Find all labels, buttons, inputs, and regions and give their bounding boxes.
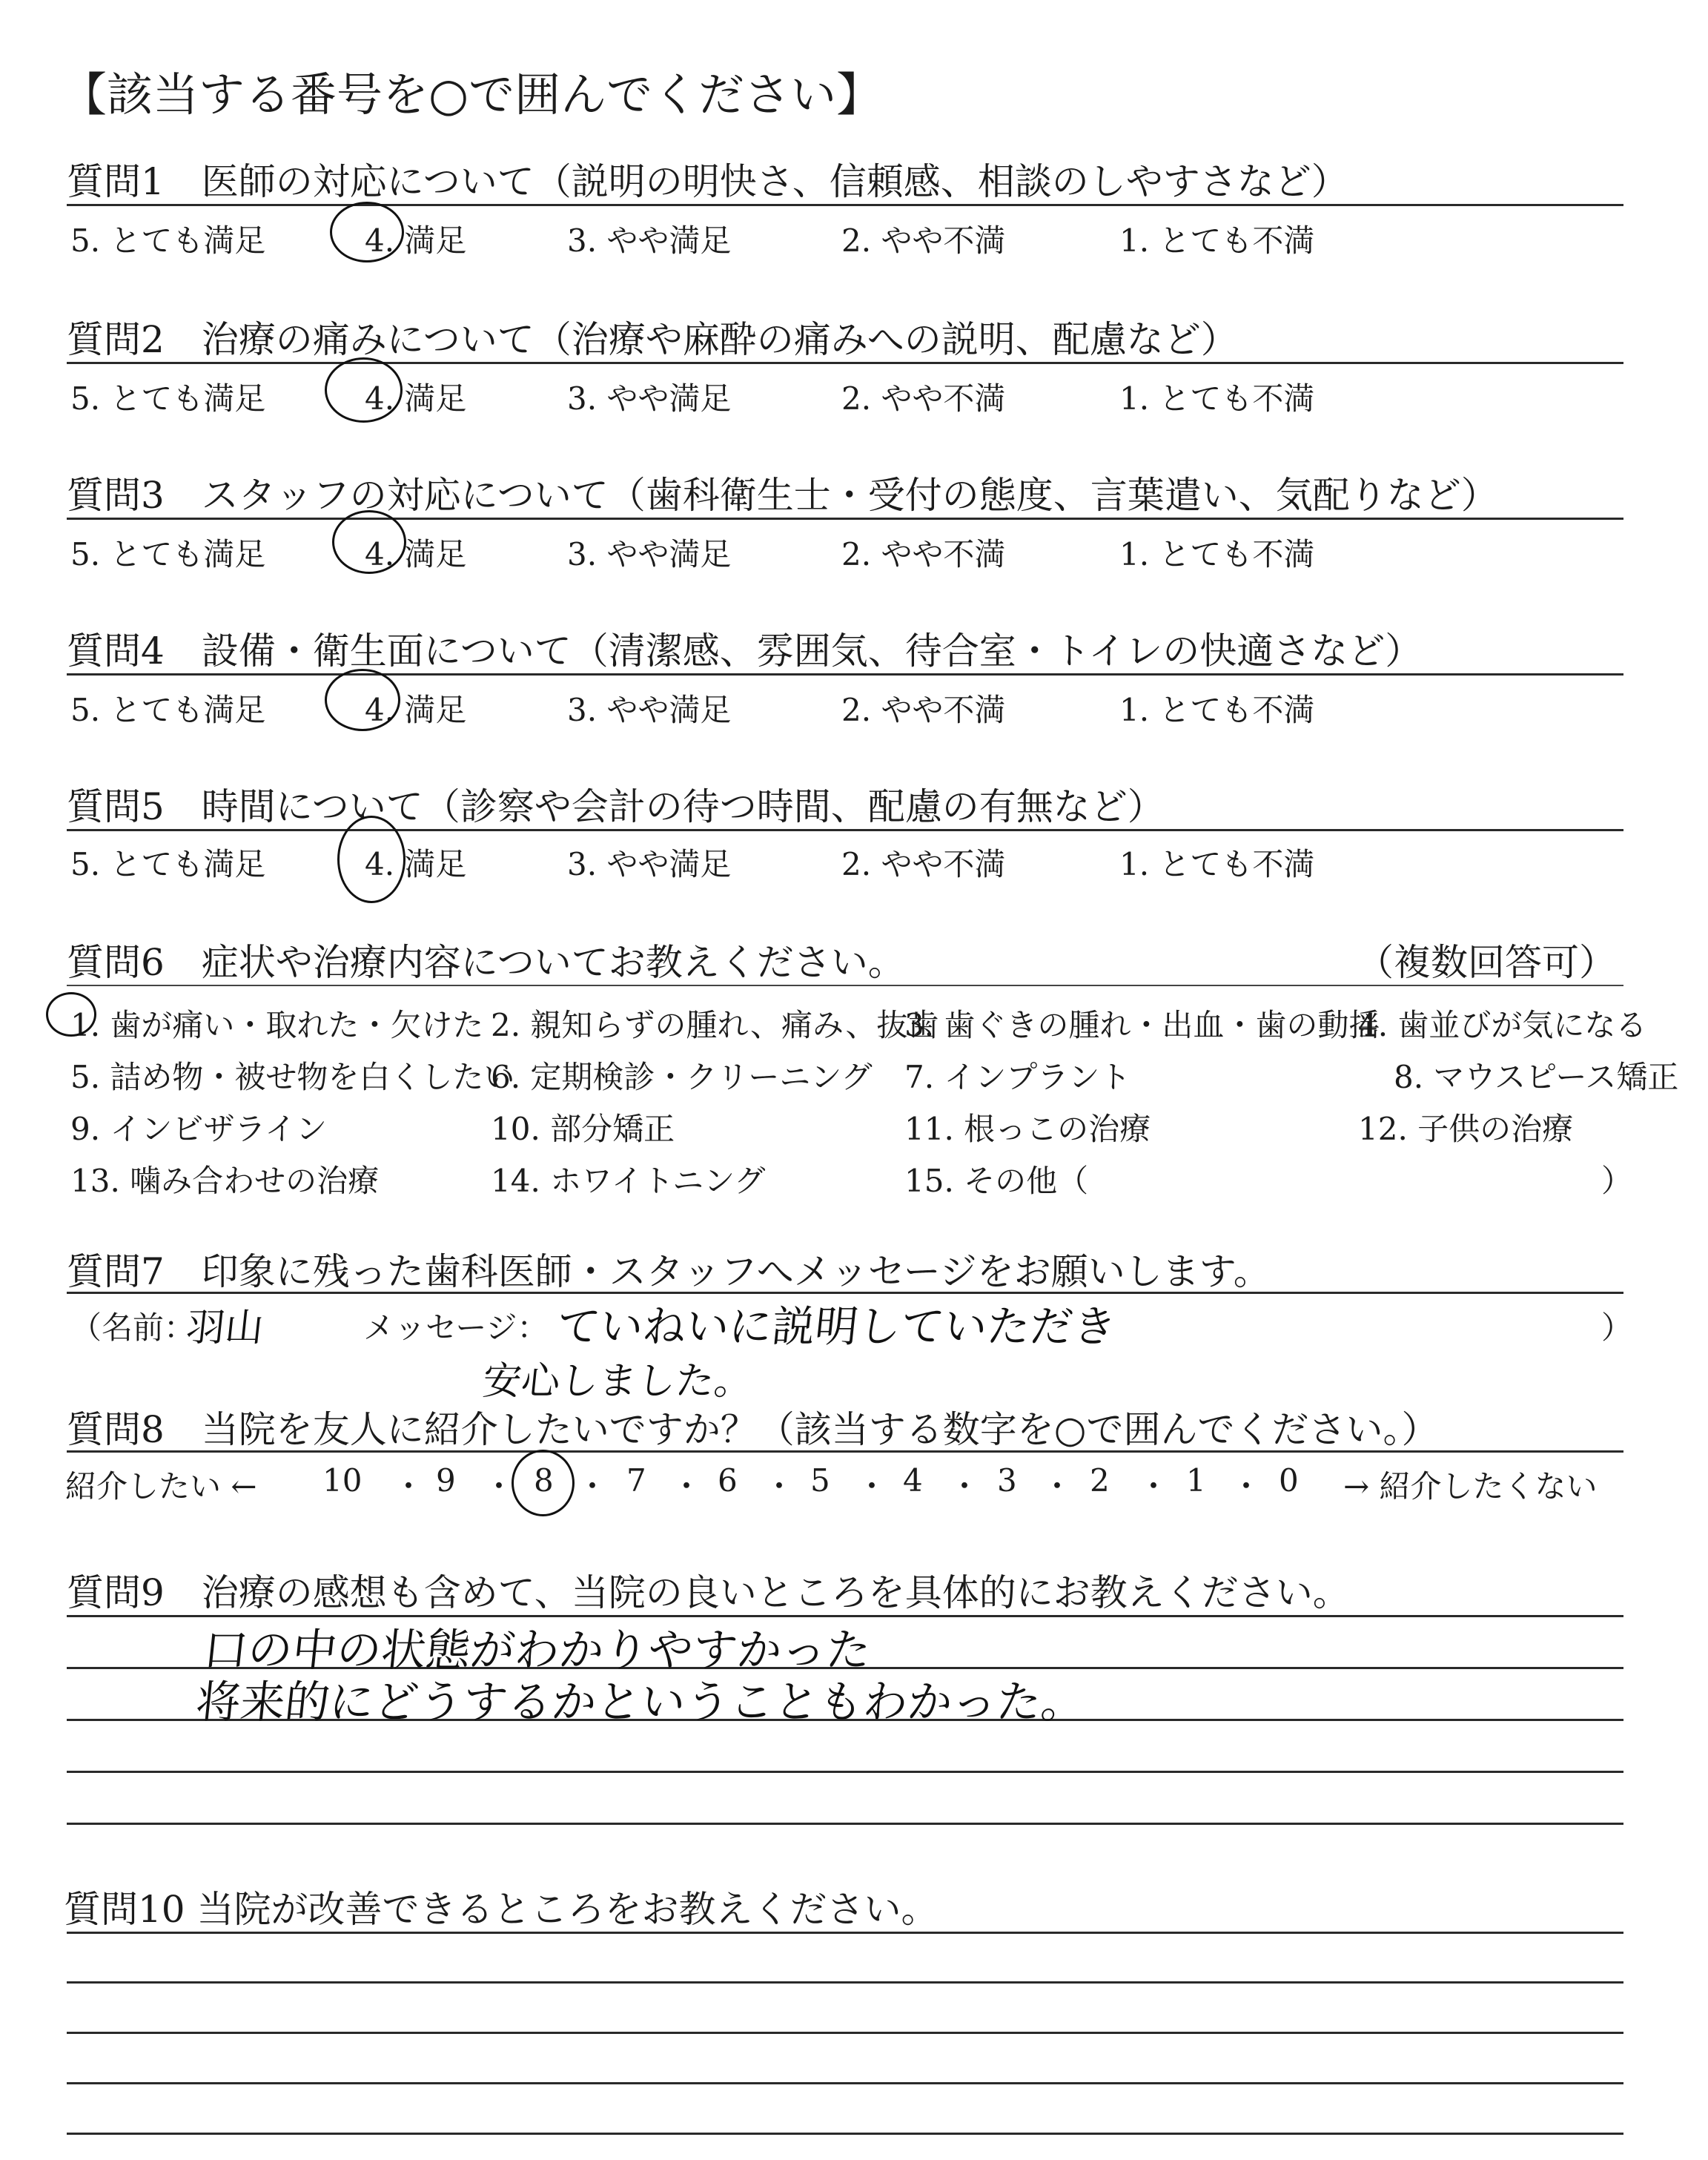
question-5-rule <box>67 829 1623 831</box>
q8-scale-3[interactable]: 3 <box>997 1462 1017 1499</box>
question-1-title: 質問1 医師の対応について（説明の明快さ、信頼感、相談のしやすさなど） <box>67 160 1348 203</box>
q8-dot: ・ <box>393 1468 425 1505</box>
q9-answer-line-1[interactable]: 口の中の状態がわかりやすかった <box>200 1625 874 1677</box>
question-4-title: 質問4 設備・衛生面について（清潔感、雰囲気、待合室・トイレの快適さなど） <box>67 630 1423 673</box>
q8-dot: ・ <box>856 1468 888 1505</box>
q8-dot: ・ <box>1042 1468 1073 1505</box>
q8-scale-6[interactable]: 6 <box>718 1462 738 1499</box>
q8-left-label: 紹介したい ← <box>65 1468 257 1505</box>
question-8-title: 質問8 当院を友人に紹介したいですか？（該当する数字を○で囲んでください。） <box>67 1408 1439 1451</box>
q6-item-5[interactable]: 5. 詰め物・被せ物を白くしたい <box>70 1059 515 1095</box>
q8-scale-4[interactable]: 4 <box>903 1462 923 1499</box>
question-2-rule <box>67 362 1623 364</box>
q8-dot: ・ <box>483 1468 515 1505</box>
q6-item-2[interactable]: 2. 親知らずの腫れ、痛み、抜歯 <box>491 1007 939 1043</box>
q6-item-10[interactable]: 10. 部分矯正 <box>491 1111 675 1147</box>
q2-option-5[interactable]: 5. とても満足 <box>70 380 266 417</box>
q6-item-14[interactable]: 14. ホワイトニング <box>491 1163 766 1199</box>
q7-message-line-2[interactable]: 安心しました。 <box>480 1359 755 1404</box>
question-6-title: 質問6 症状や治療内容についてお教えください。 <box>67 941 905 984</box>
q6-item-3[interactable]: 3. 歯ぐきの腫れ・出血・歯の動揺 <box>904 1007 1380 1043</box>
q6-item-4[interactable]: 4. 歯並びが気になる <box>1358 1007 1647 1043</box>
q2-option-1[interactable]: 1. とても不満 <box>1119 380 1315 417</box>
q1-option-1[interactable]: 1. とても不満 <box>1119 222 1315 259</box>
q10-rule-4 <box>67 2082 1623 2084</box>
question-6-rule <box>67 985 1623 986</box>
q8-scale-1[interactable]: 1 <box>1186 1462 1206 1499</box>
q9-rule-5 <box>67 1823 1623 1825</box>
q8-dot: ・ <box>1231 1468 1262 1505</box>
q8-dot: ・ <box>577 1468 609 1505</box>
q8-scale-8[interactable]: 8 <box>534 1462 554 1499</box>
q1-option-3[interactable]: 3. やや満足 <box>567 222 732 259</box>
q8-scale-7[interactable]: 7 <box>626 1462 646 1499</box>
page-title: 【該当する番号を○で囲んでください】 <box>61 67 883 122</box>
question-1-rule <box>67 204 1623 206</box>
q6-item-13[interactable]: 13. 噛み合わせの治療 <box>70 1163 380 1199</box>
q7-message-line-1[interactable]: ていねいに説明していただき <box>554 1301 1119 1352</box>
question-10-title: 質問10 当院が改善できるところをお教えください。 <box>64 1888 939 1931</box>
q6-item-11[interactable]: 11. 根っこの治療 <box>904 1111 1151 1147</box>
question-7-title: 質問7 印象に残った歯科医師・スタッフへメッセージをお願いします。 <box>67 1250 1271 1293</box>
q7-name-label: （名前： <box>70 1309 196 1346</box>
q8-dot: ・ <box>764 1468 795 1505</box>
q8-scale-9[interactable]: 9 <box>436 1462 456 1499</box>
q8-scale-5[interactable]: 5 <box>810 1462 830 1499</box>
q7-close-paren: ） <box>1601 1309 1633 1346</box>
q10-rule-1 <box>67 1932 1623 1934</box>
q6-item-6[interactable]: 6. 定期検診・クリーニング <box>491 1059 873 1095</box>
q8-scale-0[interactable]: 0 <box>1279 1462 1299 1499</box>
question-5-title: 質問5 時間について（診察や会計の待つ時間、配慮の有無など） <box>67 785 1165 828</box>
q5-option-5[interactable]: 5. とても満足 <box>70 846 266 882</box>
question-6-note: （複数回答可） <box>1357 941 1616 984</box>
q9-answer-line-2[interactable]: 将来的にどうするかということもわかった。 <box>193 1677 1089 1728</box>
q3-option-4[interactable]: 4. 満足 <box>365 536 467 572</box>
q4-option-2[interactable]: 2. やや不満 <box>841 692 1006 728</box>
question-3-rule <box>67 518 1623 520</box>
q8-dot: ・ <box>1138 1468 1170 1505</box>
q4-option-4[interactable]: 4. 満足 <box>365 692 467 728</box>
question-8-rule <box>67 1450 1623 1453</box>
q7-message-label: メッセージ： <box>363 1309 549 1346</box>
q10-rule-2 <box>67 1981 1623 1984</box>
q4-option-5[interactable]: 5. とても満足 <box>70 692 266 728</box>
q10-rule-3 <box>67 2032 1623 2034</box>
q6-item-7[interactable]: 7. インプラント <box>904 1059 1131 1095</box>
q1-answer-circle <box>330 202 404 262</box>
q8-right-label: → 紹介したくない <box>1343 1468 1598 1505</box>
q6-answer-circle <box>46 992 96 1037</box>
q9-rule-4 <box>67 1771 1623 1773</box>
question-3-title: 質問3 スタッフの対応について（歯科衛生士・受付の態度、言葉遣い、気配りなど） <box>67 474 1498 517</box>
q5-option-3[interactable]: 3. やや満足 <box>567 846 732 882</box>
q5-option-1[interactable]: 1. とても不満 <box>1119 846 1315 882</box>
question-2-title: 質問2 治療の痛みについて（治療や麻酔の痛みへの説明、配慮など） <box>67 318 1238 361</box>
q6-item-15-close: ） <box>1601 1163 1633 1199</box>
q1-option-2[interactable]: 2. やや不満 <box>841 222 1006 259</box>
q4-answer-circle <box>325 669 400 731</box>
q2-option-3[interactable]: 3. やや満足 <box>567 380 732 417</box>
q2-answer-circle <box>325 357 403 423</box>
q4-option-3[interactable]: 3. やや満足 <box>567 692 732 728</box>
q3-option-3[interactable]: 3. やや満足 <box>567 536 732 572</box>
q2-option-2[interactable]: 2. やや不満 <box>841 380 1006 417</box>
q1-option-5[interactable]: 5. とても満足 <box>70 222 266 259</box>
q7-name-value[interactable]: 羽山 <box>184 1306 266 1350</box>
q6-item-15[interactable]: 15. その他（ <box>904 1163 1089 1199</box>
q8-scale-2[interactable]: 2 <box>1090 1462 1110 1499</box>
q3-answer-circle <box>332 510 406 574</box>
q5-option-2[interactable]: 2. やや不満 <box>841 846 1006 882</box>
q3-option-2[interactable]: 2. やや不満 <box>841 536 1006 572</box>
q3-option-1[interactable]: 1. とても不満 <box>1119 536 1315 572</box>
q8-scale-10[interactable]: 10 <box>322 1462 363 1499</box>
q10-rule-5 <box>67 2133 1623 2135</box>
q5-option-4[interactable]: 4. 満足 <box>365 846 467 882</box>
q1-option-4[interactable]: 4. 満足 <box>365 222 467 259</box>
q2-option-4[interactable]: 4. 満足 <box>365 380 467 417</box>
q8-answer-circle <box>512 1450 575 1516</box>
q4-option-1[interactable]: 1. とても不満 <box>1119 692 1315 728</box>
q3-option-5[interactable]: 5. とても満足 <box>70 536 266 572</box>
question-9-title: 質問9 治療の感想も含めて、当院の良いところを具体的にお教えください。 <box>67 1571 1350 1614</box>
q8-dot: ・ <box>671 1468 703 1505</box>
q6-item-12[interactable]: 12. 子供の治療 <box>1358 1111 1574 1147</box>
q6-item-1[interactable]: 1. 歯が痛い・取れた・欠けた <box>70 1007 484 1043</box>
q8-dot: ・ <box>949 1468 981 1505</box>
question-4-rule <box>67 673 1623 676</box>
q5-answer-circle <box>337 816 406 903</box>
q6-item-9[interactable]: 9. インビザライン <box>70 1111 328 1147</box>
q6-item-8[interactable]: 8. マウスピース矯正 <box>1394 1059 1679 1095</box>
